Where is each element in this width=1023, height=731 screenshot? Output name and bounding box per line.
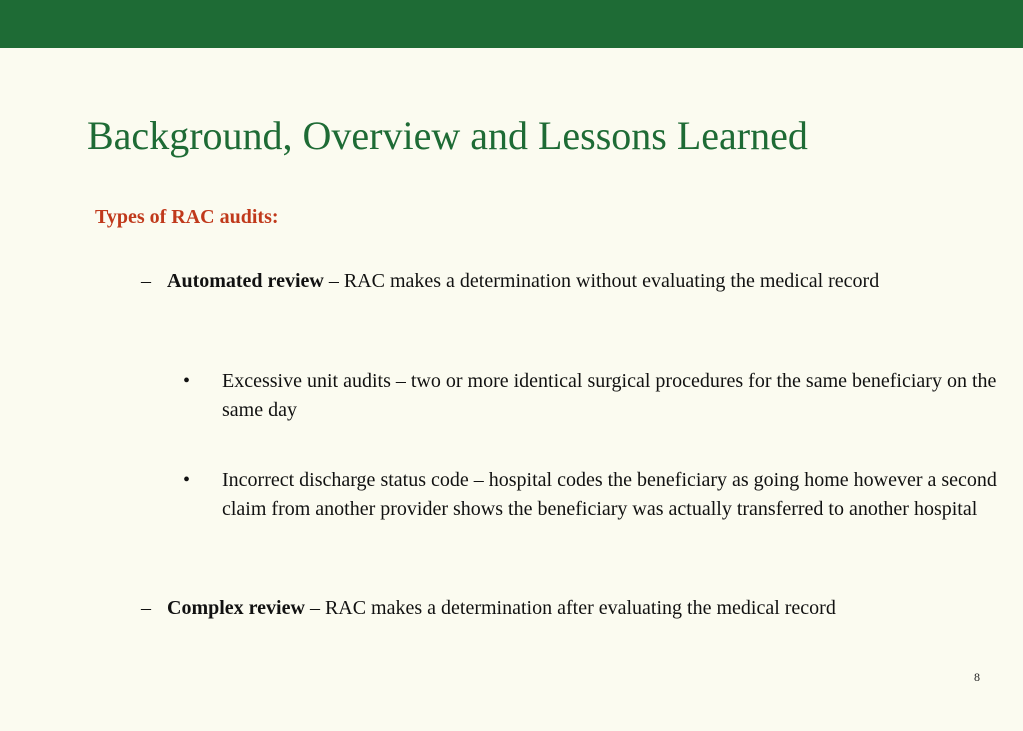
list-item-automated-review	[141, 267, 1001, 296]
term-automated-review: Automated review	[167, 270, 324, 292]
list-item-text: Excessive unit audits – two or more identical surgical procedures for the same beneficiary on the same day	[222, 370, 997, 421]
dash-marker: –	[141, 597, 151, 619]
term-complex-review: Complex review	[167, 597, 305, 619]
bullet-marker: •	[183, 370, 191, 392]
top-banner	[0, 0, 1023, 48]
bullet-marker: •	[183, 469, 191, 491]
section-heading: Types of RAC audits:	[95, 206, 279, 228]
list-item-content	[167, 594, 1001, 623]
list-item-complex-review	[141, 594, 1001, 623]
slide-title: Background, Overview and Lessons Learned	[87, 113, 808, 158]
list-item-excessive-unit-audits	[183, 367, 1003, 425]
list-item-text: Incorrect discharge status code – hospital codes the beneficiary as going home however a second claim from another provider shows the beneficiary was actually transferred to another hospital	[222, 469, 997, 520]
list-item-text: – RAC makes a determination without evaluating the medical record	[323, 270, 880, 292]
list-item-text: – RAC makes a determination after evaluating the medical record	[304, 597, 836, 619]
list-item-incorrect-discharge-status	[183, 466, 1003, 524]
list-item-content	[167, 267, 1001, 296]
page-number: 8	[974, 670, 980, 684]
dash-marker: –	[141, 270, 151, 292]
